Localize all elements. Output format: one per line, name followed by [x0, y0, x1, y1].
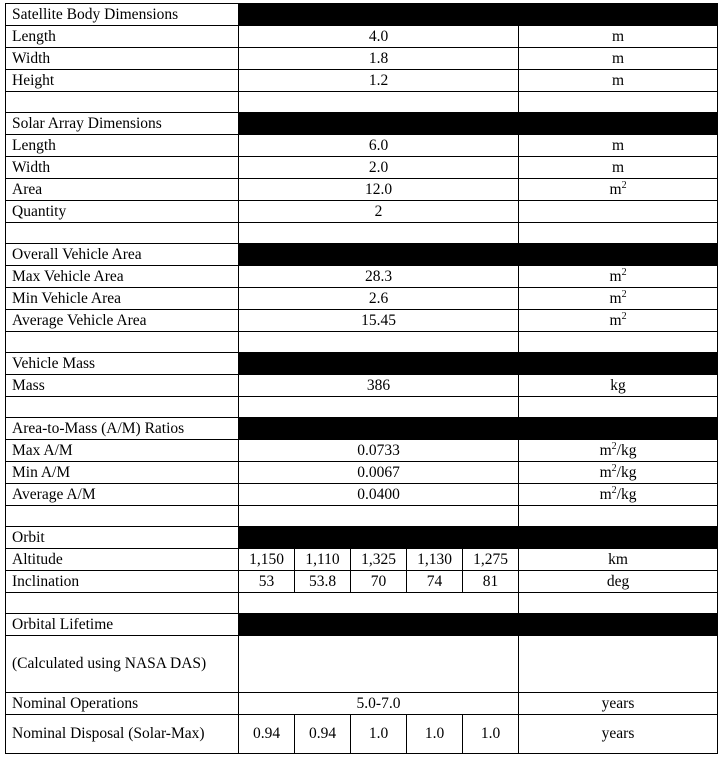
row-label: Height: [6, 70, 239, 92]
table-row: [6, 462, 718, 484]
section-header-row: [6, 113, 718, 135]
table-row: [6, 693, 718, 715]
row-label: Mass: [6, 375, 239, 397]
section-header-bar: [239, 418, 718, 440]
section-header-bar: [239, 244, 718, 266]
table-row: [6, 157, 718, 179]
row-unit: deg: [519, 571, 718, 593]
row-value: 0.0067: [239, 462, 519, 484]
section-title: Solar Array Dimensions: [6, 113, 239, 135]
section-title: Orbital Lifetime: [6, 614, 239, 636]
table-row: [6, 715, 718, 754]
inclination-value: 81: [463, 571, 519, 593]
row-value: 12.0: [239, 179, 519, 201]
disposal-value: 0.94: [295, 715, 351, 754]
disposal-value: 1.0: [407, 715, 463, 754]
row-unit: $m^2/kg$: [519, 440, 718, 462]
inclination-value: 53: [239, 571, 295, 593]
row-label: Quantity: [6, 201, 239, 223]
section-header-bar: [239, 113, 718, 135]
section-title: Overall Vehicle Area: [6, 244, 239, 266]
section-header-row: [6, 614, 718, 636]
section-header-row: [6, 244, 718, 266]
section-header-bar: [239, 353, 718, 375]
spacer-row: [6, 397, 718, 418]
row-label: Min A/M: [6, 462, 239, 484]
section-header-row: [6, 353, 718, 375]
row-unit: $m^2/kg$: [519, 462, 718, 484]
section-title: Orbit: [6, 527, 239, 549]
row-value: 28.3: [239, 266, 519, 288]
row-value: 4.0: [239, 26, 519, 48]
table-row: [6, 636, 718, 693]
altitude-value: 1,275: [463, 549, 519, 571]
row-value: 5.0-7.0: [239, 693, 519, 715]
row-unit: years: [519, 693, 718, 715]
row-unit: $m^2/kg$: [519, 484, 718, 506]
row-label: Min Vehicle Area: [6, 288, 239, 310]
row-unit: m: [519, 157, 718, 179]
inclination-value: 53.8: [295, 571, 351, 593]
disposal-value: 1.0: [463, 715, 519, 754]
row-label: Nominal Operations: [6, 693, 239, 715]
altitude-value: 1,150: [239, 549, 295, 571]
row-value: 2.0: [239, 157, 519, 179]
row-label: Average Vehicle Area: [6, 310, 239, 332]
spacer-row: [6, 593, 718, 614]
inclination-value: 70: [351, 571, 407, 593]
row-value: 15.45: [239, 310, 519, 332]
spacer-row: [6, 223, 718, 244]
row-unit: m: [519, 48, 718, 70]
row-value: 1.8: [239, 48, 519, 70]
table-row: [6, 571, 718, 593]
row-unit: years: [519, 715, 718, 754]
row-unit: m: [519, 26, 718, 48]
altitude-value: 1,325: [351, 549, 407, 571]
table-row: [6, 288, 718, 310]
section-title: Vehicle Mass: [6, 353, 239, 375]
section-header-row: [6, 527, 718, 549]
table-row: [6, 70, 718, 92]
row-value: 1.2: [239, 70, 519, 92]
row-unit: $m^2$: [519, 266, 718, 288]
lifetime-note: (Calculated using NASA DAS): [6, 636, 239, 693]
table-row: [6, 26, 718, 48]
row-value: 386: [239, 375, 519, 397]
section-header-bar: [239, 527, 718, 549]
table-row: [6, 310, 718, 332]
row-unit: m: [519, 135, 718, 157]
row-value: 6.0: [239, 135, 519, 157]
row-unit: kg: [519, 375, 718, 397]
table-row: [6, 440, 718, 462]
row-unit: $m^2$: [519, 310, 718, 332]
row-label: Max A/M: [6, 440, 239, 462]
row-value: 2: [239, 201, 519, 223]
row-label: Length: [6, 26, 239, 48]
table-row: [6, 179, 718, 201]
spacer-row: [6, 92, 718, 113]
row-label: Average A/M: [6, 484, 239, 506]
table-row: [6, 375, 718, 397]
row-unit: $m^2$: [519, 288, 718, 310]
row-unit: m: [519, 70, 718, 92]
disposal-value: 0.94: [239, 715, 295, 754]
satellite-spec-table: [5, 3, 718, 754]
section-header-bar: [239, 614, 718, 636]
inclination-value: 74: [407, 571, 463, 593]
row-label: Area: [6, 179, 239, 201]
section-header-row: [6, 4, 718, 26]
spacer-row: [6, 332, 718, 353]
row-value: 2.6: [239, 288, 519, 310]
section-header-row: [6, 418, 718, 440]
section-title: Satellite Body Dimensions: [6, 4, 239, 26]
altitude-value: 1,130: [407, 549, 463, 571]
row-unit: km: [519, 549, 718, 571]
row-label: Altitude: [6, 549, 239, 571]
table-row: [6, 266, 718, 288]
row-label: Max Vehicle Area: [6, 266, 239, 288]
spacer-row: [6, 506, 718, 527]
table-row: [6, 549, 718, 571]
table-row: [6, 484, 718, 506]
row-unit: [519, 201, 718, 223]
table-row: [6, 48, 718, 70]
row-unit: $m^2$: [519, 179, 718, 201]
table-row: [6, 201, 718, 223]
section-header-bar: [239, 4, 718, 26]
section-title: Area-to-Mass (A/M) Ratios: [6, 418, 239, 440]
row-value: 0.0733: [239, 440, 519, 462]
altitude-value: 1,110: [295, 549, 351, 571]
row-value: 0.0400: [239, 484, 519, 506]
row-label: Nominal Disposal (Solar-Max): [6, 715, 239, 754]
disposal-value: 1.0: [351, 715, 407, 754]
row-label: Width: [6, 48, 239, 70]
table-row: [6, 135, 718, 157]
row-label: Length: [6, 135, 239, 157]
row-label: Inclination: [6, 571, 239, 593]
row-label: Width: [6, 157, 239, 179]
